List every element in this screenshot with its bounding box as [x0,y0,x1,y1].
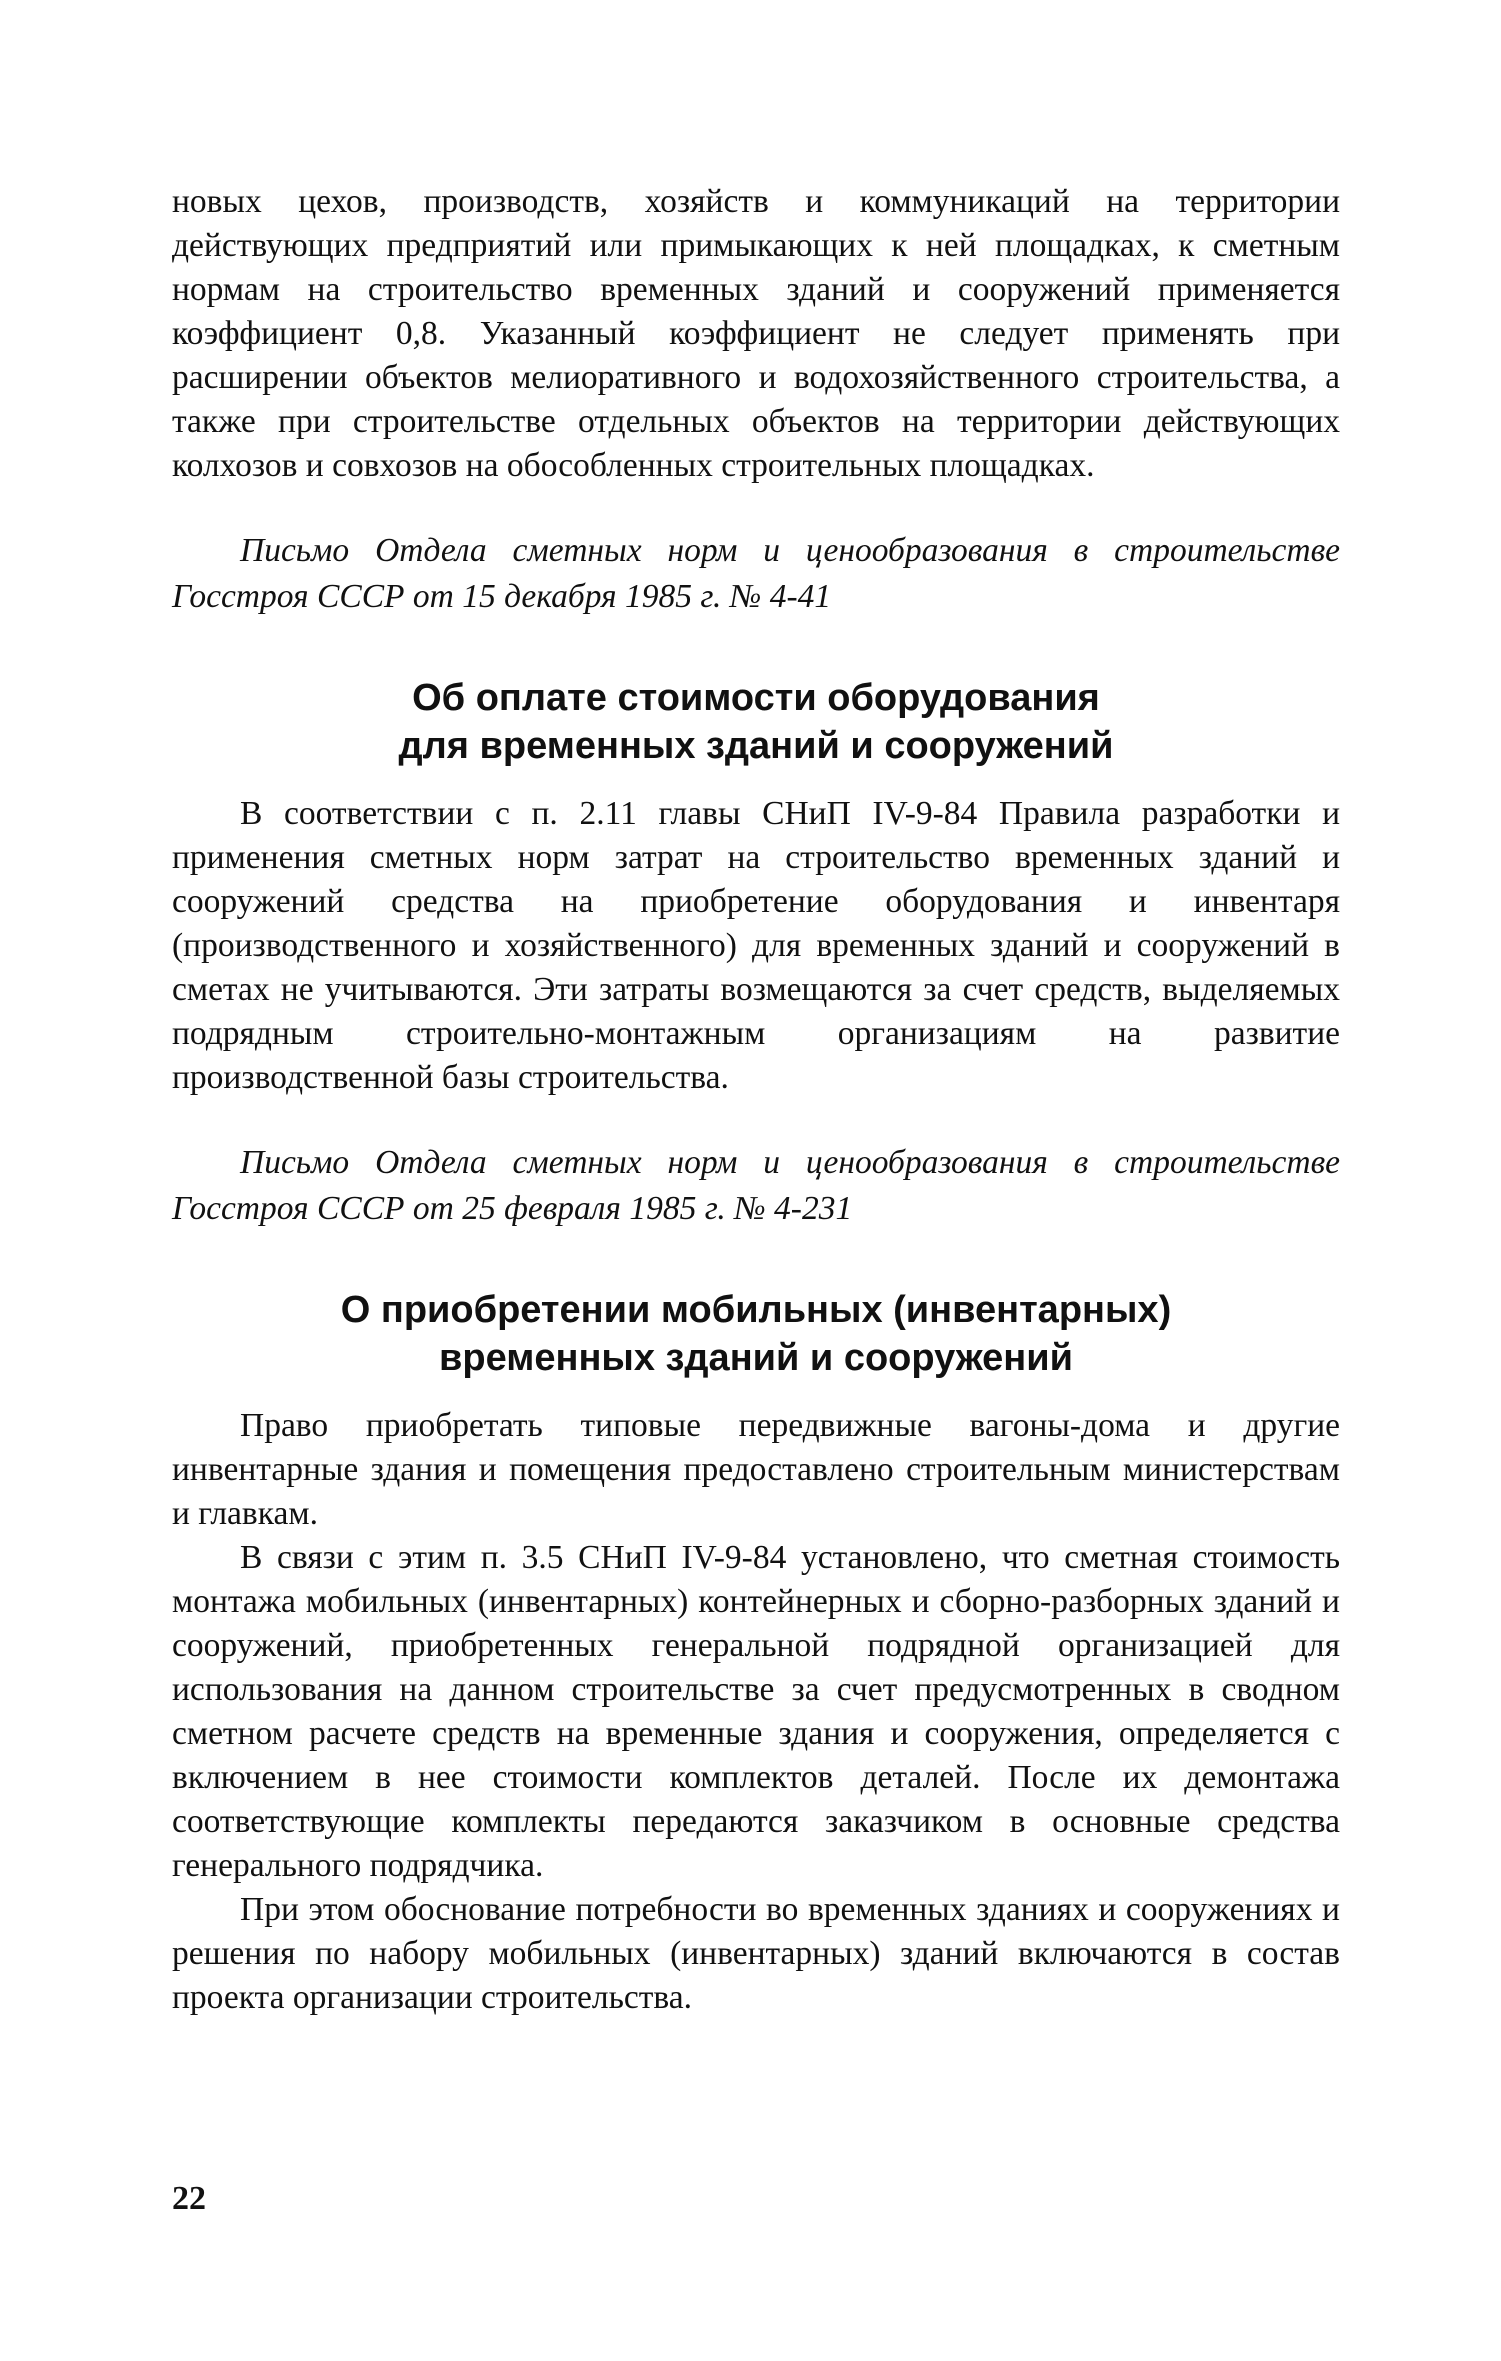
section-2-heading [172,1286,1340,1382]
citation-letter-1: Письмо Отдела сметных норм и ценообразования в строительстве Госстроя СССР от 15 декабря 1985 г. № 4-41 [172,532,1340,615]
section-2-heading-line-1: О приобретении мобильных (инвентарных) [340,1289,1172,1331]
section-2-heading-line-2: временных зданий и сооружений [439,1337,1073,1379]
section-2-paragraph-3: При этом обоснование потребности во временных зданиях и сооружениях и решения по набору мобильных (инвентарных) зданий включаются в состав проекта организации строительства. [172,1891,1340,2016]
section-2-paragraph-2: В связи с этим п. 3.5 СНиП IV-9-84 установлено, что сметная стоимость монтажа мобильных (инвентарных) контейнерных и сборно-разборных зданий и сооружений, приобретенных генеральной подрядной организацией для использования на данном строительстве за счет предусмотренных в сводном сметном расчете средств на временные здания и сооружения, определяется с включением в нее стоимости комплектов деталей. После их демонтажа соответствующие комплекты передаются заказчиком в основные средства генерального подрядчика. [172,1539,1340,1884]
page-number: 22 [172,2180,206,2217]
section-2-paragraph-1: Право приобретать типовые передвижные вагоны-дома и другие инвентарные здания и помещения предоставлено строительным министерствам и главкам. [172,1407,1340,1532]
section-1-heading-line-1: Об оплате стоимости оборудования [412,677,1100,719]
citation-letter-2: Письмо Отдела сметных норм и ценообразования в строительстве Госстроя СССР от 25 февраля 1985 г. № 4-231 [172,1144,1340,1227]
intro-paragraph: новых цехов, производств, хозяйств и коммуникаций на территории действующих предприятий или примыкающих к ней площадках, к сметным нормам на строительство временных зданий и сооружений применяется коэффициент 0,8. Указанный коэффициент не следует применять при расширении объектов мелиоративного и водохозяйственного строительства, а также при строительстве отдельных объектов на территории действующих колхозов и совхозов на обособленных строительных площадках. [172,183,1340,484]
section-1-heading [172,674,1340,770]
document-page [172,180,1340,2020]
section-1-paragraph-1: В соответствии с п. 2.11 главы СНиП IV-9-84 Правила разработки и применения сметных норм затрат на строительство временных зданий и сооружений средства на приобретение оборудования и инвентаря (производственного и хозяйственного) для временных зданий и сооружений в сметах не учитываются. Эти затраты возмещаются за счет средств, выделяемых подрядным строительно-монтажным организациям на развитие производственной базы строительства. [172,795,1340,1096]
section-1-heading-line-2: для временных зданий и сооружений [398,725,1114,767]
